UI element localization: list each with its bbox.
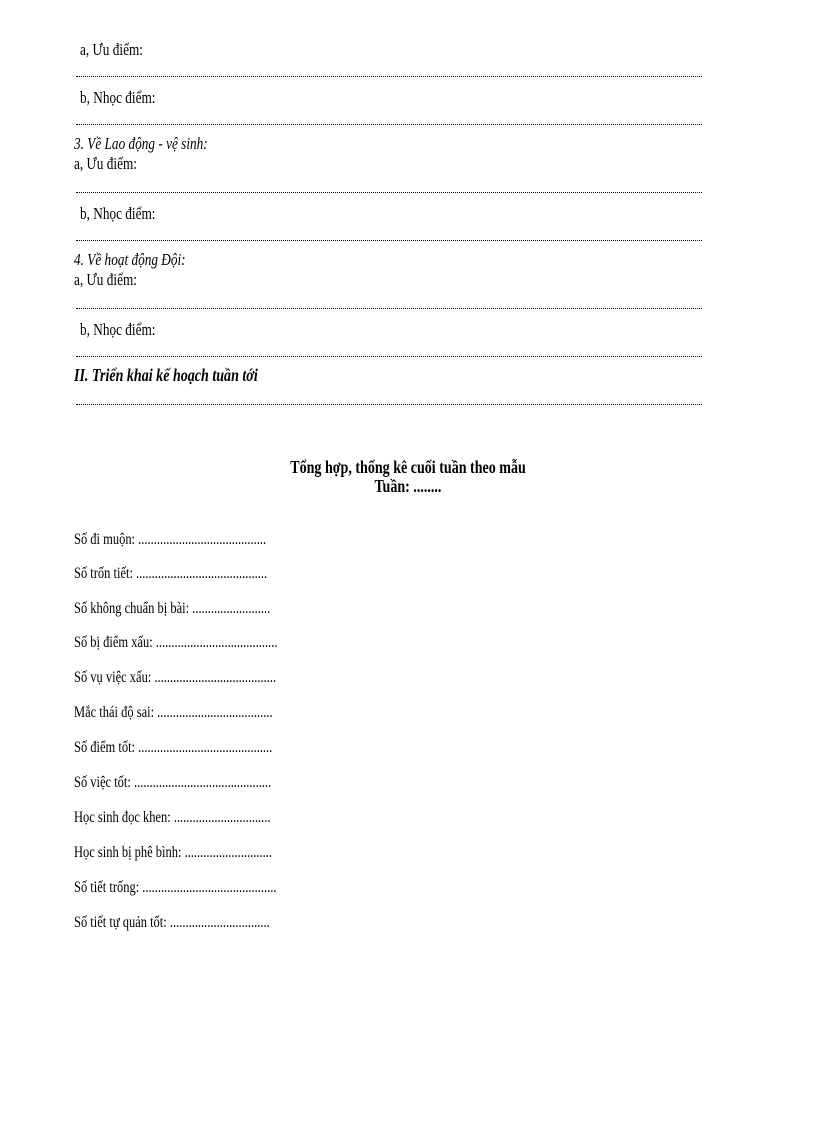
summary-week: Tuần: ........: [374, 476, 442, 496]
s4-advantages-label: a, Ưu điểm:: [74, 270, 137, 289]
stat-item: Số tiết tự quản tốt: ................................: [74, 914, 270, 931]
s3-disadvantages-dotline: [76, 240, 702, 241]
stat-item: Số vụ việc xấu: .......................................: [74, 669, 277, 686]
s2-disadvantages-dotline: [76, 124, 702, 125]
s4-heading: 4. Về hoạt động Đội:: [74, 250, 186, 269]
stat-item: Số tiết trống: ...........................................: [74, 879, 277, 896]
stat-item: Học sinh đọc khen: ...............................: [74, 809, 271, 826]
s2-disadvantages-label: b, Nhọc điểm:: [80, 88, 156, 107]
stat-item: Số trốn tiết: ..........................................: [74, 565, 268, 582]
stat-item: Mắc thái độ sai: .....................................: [74, 704, 273, 721]
summary-title: Tổng hợp, thống kê cuối tuần theo mẫu: [290, 457, 526, 477]
s3-heading: 3. Về Lao động - vệ sinh:: [74, 134, 208, 153]
s4-disadvantages-dotline: [76, 356, 702, 357]
s3-disadvantages-label: b, Nhọc điểm:: [80, 204, 156, 223]
stat-item: Số điểm tốt: ...........................................: [74, 739, 273, 756]
s2-advantages-dotline: [76, 76, 702, 77]
plan-dotline: [76, 404, 702, 405]
s3-advantages-dotline: [76, 192, 702, 193]
s4-advantages-dotline: [76, 308, 702, 309]
stat-item: Số không chuẩn bị bài: .........................: [74, 600, 271, 617]
stat-item: Số việc tốt: ............................................: [74, 774, 272, 791]
stat-item: Số bị điểm xấu: .......................................: [74, 634, 278, 651]
plan-heading: II. Triển khai kế hoạch tuần tới: [74, 365, 258, 385]
stat-item: Học sinh bị phê bình: ............................: [74, 844, 272, 861]
s4-disadvantages-label: b, Nhọc điểm:: [80, 320, 156, 339]
s3-advantages-label: a, Ưu điểm:: [74, 154, 137, 173]
stat-item: Số đi muộn: .........................................: [74, 531, 267, 548]
s2-advantages-label: a, Ưu điểm:: [80, 40, 143, 59]
